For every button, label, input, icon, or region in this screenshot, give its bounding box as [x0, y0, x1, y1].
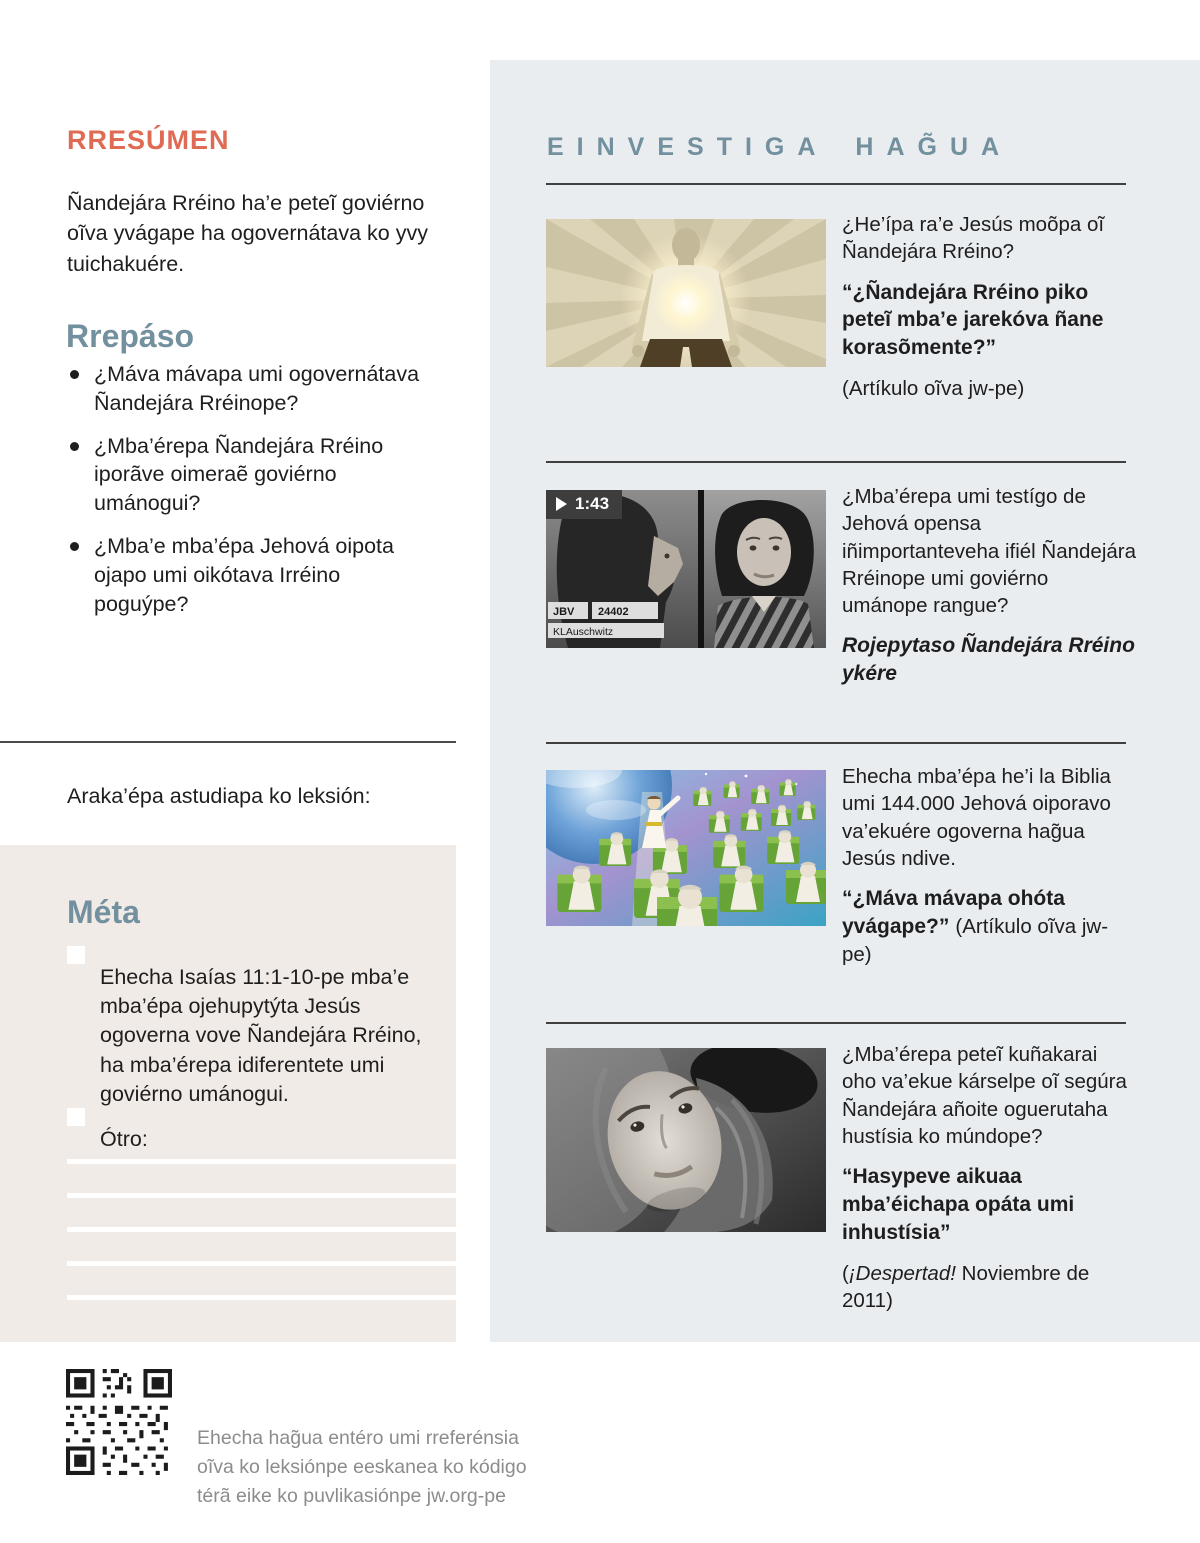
glowing-heart-illustration — [546, 219, 826, 367]
woman-portrait-photo — [546, 1048, 826, 1232]
goal-box — [0, 845, 456, 1342]
review-title: Rrepáso — [66, 317, 195, 354]
video-title: Rojepytaso Ñandejára Rréino ykére — [842, 634, 1135, 686]
research-item-3 — [842, 763, 1136, 981]
summary-text: Ñandejára Rréino ha’e peteĩ goviérno oĩva yvágape ha ogovernátava ko yvy tuichakuére. — [67, 190, 428, 277]
research-item-4 — [842, 1041, 1136, 1327]
goal-item-other-label: Ótro: — [100, 1126, 148, 1151]
divider — [546, 1022, 1126, 1024]
divider — [546, 183, 1126, 185]
qr-caption: Ehecha hag̃ua entéro umi rreferénsia oĩva ko leksiónpe eeskanea ko kódigo térã eike ko puvlikasiónpe jw.org-pe — [197, 1426, 527, 1507]
review-question-list — [67, 360, 435, 632]
video-duration-badge[interactable] — [546, 490, 622, 519]
qr-code — [66, 1369, 172, 1475]
prisoner-number-text: 24402 — [598, 606, 629, 618]
research-question: ¿Mba’érepa peteĩ kuñakarai oho va’ekue kárselpe oĩ segúra Ñandejára añoite oguerutaha hustísia ko múndope? — [842, 1043, 1127, 1148]
source-magazine-name: ¡Despertad! — [848, 1261, 956, 1285]
answer-line[interactable] — [67, 1159, 456, 1164]
research-title: EINVESTIGA HAG̃UA — [547, 132, 1013, 161]
research-question: Ehecha mba’épa he’i la Biblia umi 144.000 Jehová oiporavo va’ekuére ogoverna hag̃ua Jesús ndive. — [842, 765, 1111, 870]
article-source — [842, 1260, 1136, 1315]
goal-item: Ehecha Isaías 11:1-10-pe mba’e mba’épa ojehupytýta Jesús ogoverna vove Ñandejára Rréino, ha mba’érepa idiferentete umi goviérno umánogui. — [100, 964, 422, 1107]
divider — [546, 742, 1126, 744]
video-duration: 1:43 — [575, 494, 610, 513]
answer-line[interactable] — [67, 1261, 456, 1266]
article-quote: “¿Ñandejára Rréino piko peteĩ mba’e jarekóva ñane korasõmente?” — [842, 280, 1104, 360]
goal-title: Méta — [67, 893, 140, 930]
heavenly-thrones-illustration — [546, 770, 826, 926]
article-quote: “Hasypeve aikuaa mba’éichapa opáta umi inhustísia” — [842, 1165, 1075, 1244]
review-question: ¿Mba’e mba’épa Jehová oipota ojapo umi oikótava Irréino poguýpe? — [67, 532, 435, 618]
article-quote-line — [842, 885, 1136, 968]
article-quote: “¿Máva mávapa ohóta yvágape?” — [842, 887, 1065, 938]
article-source: (Artíkulo oĩva jw-pe) — [842, 914, 1109, 966]
research-question: ¿He’ípa ra’e Jesús moõpa oĩ Ñandejára Rréino? — [842, 213, 1105, 264]
prisoner-plate-text: JBV — [553, 606, 575, 618]
video-thumbnail[interactable] — [546, 490, 826, 648]
review-question: ¿Mba’érepa Ñandejára Rréino iporãve oimeraẽ goviérno umánogui? — [67, 432, 435, 518]
research-item-1 — [842, 211, 1136, 416]
research-panel — [490, 60, 1200, 1342]
article-source: (Artíkulo oĩva jw-pe) — [842, 377, 1025, 401]
review-question: ¿Máva mávapa umi ogovernátava Ñandejára Rréinope? — [67, 360, 435, 418]
camp-label-text: KLAuschwitz — [553, 626, 614, 638]
play-icon — [556, 497, 567, 511]
divider — [546, 461, 1126, 463]
answer-line[interactable] — [67, 1193, 456, 1198]
summary-title: RRESÚMEN — [67, 125, 230, 156]
goal-checkbox[interactable] — [67, 946, 85, 964]
answer-line[interactable] — [67, 1295, 456, 1300]
source-open: ( — [842, 1261, 849, 1285]
divider — [0, 741, 456, 743]
answer-line[interactable] — [67, 1227, 456, 1232]
research-item-2 — [842, 483, 1136, 701]
research-question: ¿Mba’érepa umi testígo de Jehová opensa iñimportanteveha ifiél Ñandejára Rréinope umi goviérno umánope rangue? — [842, 485, 1137, 617]
goal-checkbox-other[interactable] — [67, 1108, 85, 1126]
source-date: Noviembre de 2011) — [842, 1261, 1090, 1313]
study-date-prompt: Araka’épa astudiapa ko leksión: — [67, 783, 371, 808]
